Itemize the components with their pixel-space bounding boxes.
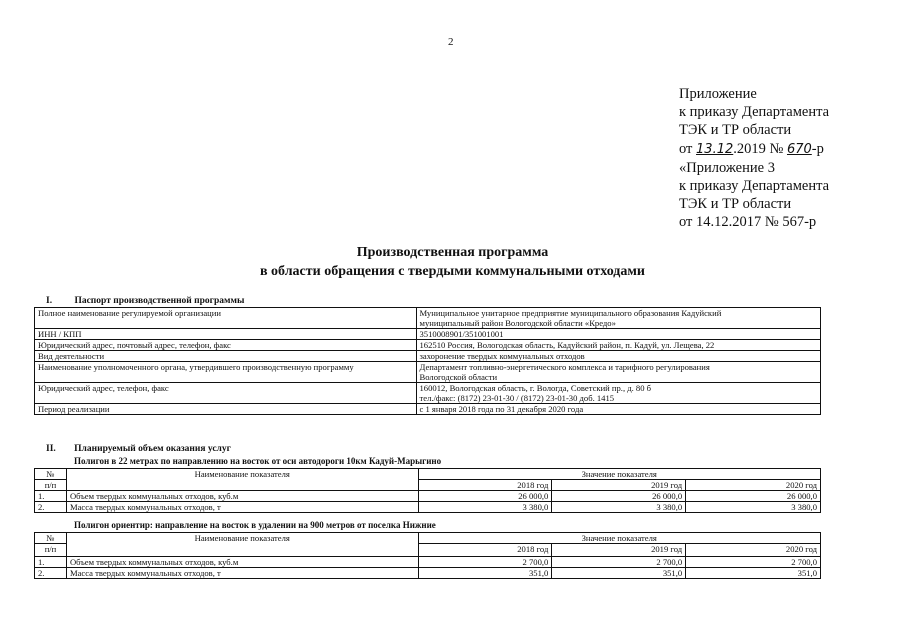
row-value: с 1 января 2018 года по 31 декабря 2020 года [416,404,821,415]
row-value: 2 700,0 [552,557,686,568]
row-value [416,362,821,383]
row-number: 1. [35,491,67,502]
row-label: Юридический адрес, телефон, факс [35,383,417,404]
row-label: Наименование уполномоченного органа, утвердившего производственную программу [35,362,417,383]
row-value: 26 000,0 [418,491,552,502]
row-name: Объем твердых коммунальных отходов, куб.м [66,491,418,502]
landfill-a-subtitle: Полигон в 22 метрах по направлению на восток от оси автодороги 10км Кадуй-Марыгино [74,456,442,466]
table-header-row [35,469,821,480]
table-header-row [35,533,821,544]
table-row [35,308,821,329]
table-row [35,568,821,579]
row-value: 2 700,0 [418,557,552,568]
document-title [0,243,905,281]
row-value: 351,0 [418,568,552,579]
col-num-header-2: п/п [35,544,67,557]
row-value: 351,0 [686,568,821,579]
handwritten-number: 670 [786,141,812,157]
year-header: 2020 год [686,544,821,557]
year-header: 2018 год [418,480,552,491]
section-1-heading [46,296,244,306]
col-name-header: Наименование показателя [66,533,418,557]
row-value: 3510008901/351001001 [416,329,821,340]
row-number: 1. [35,557,67,568]
row-label: ИНН / КПП [35,329,417,340]
appendix-line: к приказу Департамента [679,104,830,121]
row-value: 3 380,0 [418,502,552,513]
row-value: 162510 Россия, Вологодская область, Кадуйский район, п. Кадуй, ул. Лещева, 22 [416,340,821,351]
volume-table-b [34,532,821,579]
row-value [416,383,821,404]
table-row [35,404,821,415]
row-label: Вид деятельности [35,351,417,362]
year-header: 2018 год [418,544,552,557]
year-header: 2019 год [552,480,686,491]
row-name: Объем твердых коммунальных отходов, куб.м [66,557,418,568]
appendix-line: Приложение [679,86,757,102]
section-1-title: Паспорт производственной программы [74,296,245,306]
row-value: 3 380,0 [686,502,821,513]
table-row [35,340,821,351]
appendix-block [679,85,829,232]
row-number: 2. [35,568,67,579]
row-value: 2 700,0 [686,557,821,568]
value-line: Департамент топливно-энергетического комплекса и тарифного регулирования [419,362,710,372]
row-value: 26 000,0 [686,491,821,502]
appendix-line: к приказу Департамента [679,178,830,195]
col-num-header-2: п/п [35,480,67,491]
appendix-line: ТЭК и ТР области [679,196,792,213]
title-line-1: Производственная программа [356,245,549,260]
appendix-line: «Приложение 3 [679,159,775,176]
value-line: Муниципальное унитарное предприятие муниципального образования Кадуйский [419,308,722,318]
value-line: тел./факс: (8172) 23-01-30 / (8172) 23-01-30 доб. 1415 [419,393,615,403]
row-name: Масса твердых коммунальных отходов, т [66,568,418,579]
col-value-header: Значение показателя [418,469,821,480]
appendix-line: ТЭК и ТР области [679,122,792,139]
date-year: .2019 № [733,140,784,157]
row-label: Юридический адрес, почтовый адрес, телефон, факс [35,340,417,351]
value-line: Вологодской области [419,372,498,382]
handwritten-date: 13.12 [696,141,734,157]
passport-table [34,307,821,415]
row-value: 26 000,0 [552,491,686,502]
col-name-header: Наименование показателя [66,469,418,491]
col-num-header: № [35,469,67,480]
title-line-2: в области обращения с твердыми коммунальными отходами [259,264,645,279]
year-header: 2020 год [686,480,821,491]
row-label: Полное наименование регулируемой организации [35,308,417,329]
value-line: муниципальный район Вологодской области «Кредо» [419,318,616,328]
section-2-title: Планируемый объем оказания услуг [74,444,231,454]
section-2-heading [46,444,231,454]
landfill-b-subtitle: Полигон ориентир: направление на восток в удалении на 900 метров от поселка Нижние [74,520,436,530]
row-name: Масса твердых коммунальных отходов, т [66,502,418,513]
row-label: Период реализации [35,404,417,415]
table-row [35,557,821,568]
appendix-line: от 14.12.2017 № 567-р [679,214,817,231]
date-prefix: от [679,140,693,157]
row-value: 3 380,0 [552,502,686,513]
page-number: 2 [448,36,454,48]
number-suffix: -р [811,140,824,157]
appendix-date-line [679,140,829,159]
table-row [35,491,821,502]
table-row [35,502,821,513]
row-value: 351,0 [552,568,686,579]
col-value-header: Значение показателя [418,533,821,544]
row-value: захоронение твердых коммунальных отходов [416,351,821,362]
table-row [35,351,821,362]
volume-table-a [34,468,821,513]
table-row [35,329,821,340]
section-2-number: II. [46,444,56,454]
value-line: 160012, Вологодская область, г. Вологда, Советский пр., д. 80 б [419,383,652,393]
row-value [416,308,821,329]
section-1-number: I. [46,296,53,306]
table-row [35,383,821,404]
col-num-header: № [35,533,67,544]
row-number: 2. [35,502,67,513]
table-row [35,362,821,383]
year-header: 2019 год [552,544,686,557]
